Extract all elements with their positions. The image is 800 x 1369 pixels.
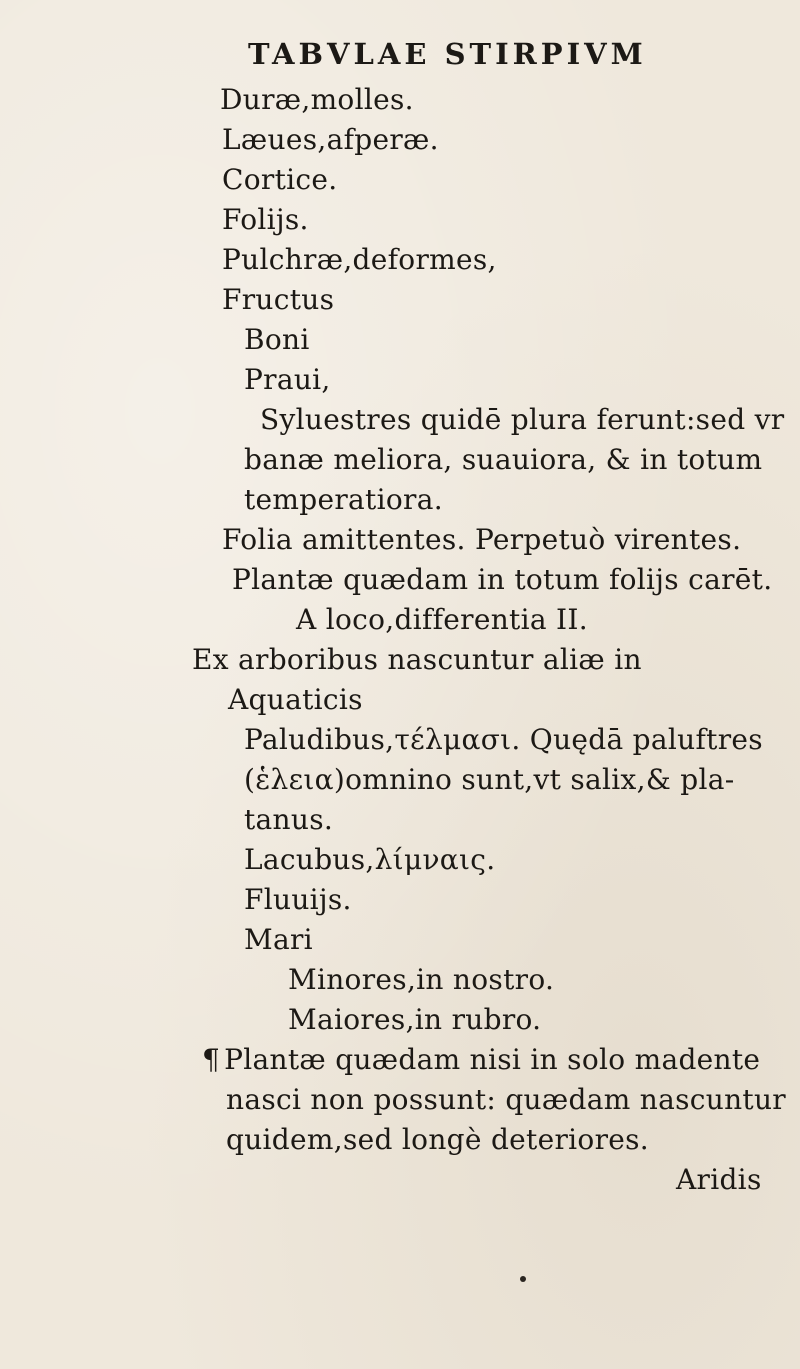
catchword: Aridis bbox=[676, 1163, 762, 1196]
text-line-16: Aquaticis bbox=[228, 683, 363, 716]
text-line-24: Maiores,in rubro. bbox=[288, 1003, 542, 1036]
text-line-13: Plantæ quædam in totum folijs carēt. bbox=[232, 563, 773, 596]
text-line-26: nasci non possunt: quædam nascuntur bbox=[226, 1083, 786, 1116]
text-line-8: Praui, bbox=[244, 363, 331, 396]
text-line-25-content: Plantæ quædam nisi in solo madente bbox=[224, 1043, 761, 1076]
text-line-10: banæ meliora, suauiora, & in totum bbox=[244, 443, 763, 476]
text-line-11: temperatiora. bbox=[244, 483, 443, 516]
text-line-17: Paludibus,τέλμασι. Quędā paluftres bbox=[244, 723, 763, 756]
text-line-19: tanus. bbox=[244, 803, 334, 836]
ink-speck bbox=[520, 1276, 526, 1282]
text-line-7: Boni bbox=[244, 323, 310, 356]
text-line-23: Minores,in nostro. bbox=[288, 963, 555, 996]
text-line-5: Pulchræ,deformes, bbox=[222, 243, 497, 276]
text-line-1: Duræ,molles. bbox=[220, 83, 414, 116]
text-line-27: quidem,sed longè deteriores. bbox=[226, 1123, 649, 1156]
text-line-25 bbox=[202, 1044, 760, 1076]
text-line-22: Mari bbox=[244, 923, 313, 956]
text-line-14: A loco,differentia II. bbox=[296, 603, 588, 636]
text-line-4: Folijs. bbox=[222, 203, 309, 236]
text-line-18: (ἑλεια)omnino sunt,vt salix,& pla- bbox=[244, 763, 735, 796]
text-line-20: Lacubus,λίμναις. bbox=[244, 843, 496, 876]
text-line-15: Ex arboribus nascuntur aliæ in bbox=[192, 643, 642, 676]
text-line-2: Læues,afperæ. bbox=[222, 123, 439, 156]
text-line-6: Fructus bbox=[222, 283, 335, 316]
text-line-3: Cortice. bbox=[222, 163, 338, 196]
running-head: TABVLAE STIRPIVM bbox=[248, 37, 647, 71]
text-line-12: Folia amittentes. Perpetuò virentes. bbox=[222, 523, 742, 556]
text-line-21: Fluuijs. bbox=[244, 883, 352, 916]
text-line-9: Syluestres quidē plura ferunt:sed vr bbox=[260, 403, 785, 436]
pilcrow-mark: ¶ bbox=[202, 1043, 221, 1076]
